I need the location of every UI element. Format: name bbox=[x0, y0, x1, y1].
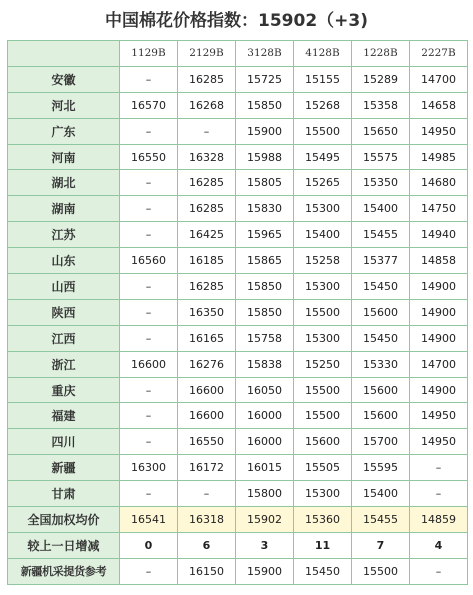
price-cell: 16165 bbox=[178, 325, 236, 351]
price-cell: 16600 bbox=[178, 403, 236, 429]
price-cell: 16600 bbox=[178, 377, 236, 403]
price-cell: 15500 bbox=[294, 377, 352, 403]
price-cell: 16276 bbox=[178, 351, 236, 377]
column-header: 1228B bbox=[352, 41, 410, 67]
price-cell: – bbox=[178, 118, 236, 144]
table-row bbox=[8, 92, 468, 118]
row-label: 山东 bbox=[8, 248, 120, 274]
column-header: 2129B bbox=[178, 41, 236, 67]
xinjiang-reference-row-value: 15450 bbox=[294, 558, 352, 584]
price-cell: 15400 bbox=[352, 481, 410, 507]
column-header: 2227B bbox=[410, 41, 468, 67]
price-cell: – bbox=[120, 403, 178, 429]
price-cell: 15495 bbox=[294, 144, 352, 170]
price-cell: 15575 bbox=[352, 144, 410, 170]
price-cell: 15650 bbox=[352, 118, 410, 144]
price-cell: 15400 bbox=[294, 222, 352, 248]
price-cell: 15700 bbox=[352, 429, 410, 455]
table-row bbox=[8, 481, 468, 507]
price-cell: 15300 bbox=[294, 325, 352, 351]
average-row-value: 14859 bbox=[410, 507, 468, 533]
table-row bbox=[8, 351, 468, 377]
price-cell: 16185 bbox=[178, 248, 236, 274]
average-row-value: 16541 bbox=[120, 507, 178, 533]
price-cell: 15289 bbox=[352, 66, 410, 92]
change-row-value: 11 bbox=[294, 532, 352, 558]
price-cell: 15838 bbox=[236, 351, 294, 377]
price-cell: 15865 bbox=[236, 248, 294, 274]
table-row bbox=[8, 403, 468, 429]
row-label: 四川 bbox=[8, 429, 120, 455]
price-cell: 15800 bbox=[236, 481, 294, 507]
table-row bbox=[8, 274, 468, 300]
price-cell: 14985 bbox=[410, 144, 468, 170]
price-cell: – bbox=[120, 325, 178, 351]
price-cell: 14750 bbox=[410, 196, 468, 222]
row-label: 陕西 bbox=[8, 299, 120, 325]
header-row bbox=[8, 41, 468, 67]
change-row-label: 较上一日增减 bbox=[8, 532, 120, 558]
price-cell: 15155 bbox=[294, 66, 352, 92]
page-title: 中国棉花价格指数：15902（+3) bbox=[105, 11, 368, 31]
price-cell: 15500 bbox=[294, 403, 352, 429]
row-label: 湖南 bbox=[8, 196, 120, 222]
row-label: 甘肃 bbox=[8, 481, 120, 507]
table-row bbox=[8, 455, 468, 481]
price-cell: 15805 bbox=[236, 170, 294, 196]
price-cell: 16285 bbox=[178, 274, 236, 300]
price-cell: 15450 bbox=[352, 274, 410, 300]
price-cell: 16300 bbox=[120, 455, 178, 481]
price-cell: 16600 bbox=[120, 351, 178, 377]
table-row bbox=[8, 429, 468, 455]
xinjiang-reference-row-label: 新疆机采提货参考 bbox=[8, 558, 120, 584]
price-cell: 14950 bbox=[410, 403, 468, 429]
price-cell: 15850 bbox=[236, 274, 294, 300]
row-label: 广东 bbox=[8, 118, 120, 144]
xinjiang-reference-row bbox=[8, 558, 468, 584]
average-row-value: 15360 bbox=[294, 507, 352, 533]
column-header: 3128B bbox=[236, 41, 294, 67]
price-cell: – bbox=[120, 377, 178, 403]
price-cell: 14900 bbox=[410, 325, 468, 351]
price-cell: 15358 bbox=[352, 92, 410, 118]
price-cell: 16350 bbox=[178, 299, 236, 325]
table-row bbox=[8, 377, 468, 403]
price-cell: 15758 bbox=[236, 325, 294, 351]
price-cell: 14900 bbox=[410, 299, 468, 325]
price-cell: 16328 bbox=[178, 144, 236, 170]
price-cell: – bbox=[120, 481, 178, 507]
table-row bbox=[8, 325, 468, 351]
price-cell: 15350 bbox=[352, 170, 410, 196]
price-cell: 14700 bbox=[410, 66, 468, 92]
row-label: 福建 bbox=[8, 403, 120, 429]
price-cell: – bbox=[120, 429, 178, 455]
xinjiang-reference-row-value: – bbox=[120, 558, 178, 584]
price-cell: 15400 bbox=[352, 196, 410, 222]
price-cell: – bbox=[120, 196, 178, 222]
price-cell: 16172 bbox=[178, 455, 236, 481]
average-row bbox=[8, 507, 468, 533]
column-header: 1129B bbox=[120, 41, 178, 67]
table-row bbox=[8, 299, 468, 325]
price-cell: 14700 bbox=[410, 351, 468, 377]
price-cell: – bbox=[410, 455, 468, 481]
column-header: 4128B bbox=[294, 41, 352, 67]
row-label: 重庆 bbox=[8, 377, 120, 403]
price-cell: – bbox=[120, 170, 178, 196]
row-label: 山西 bbox=[8, 274, 120, 300]
row-label: 安徽 bbox=[8, 66, 120, 92]
price-cell: 16285 bbox=[178, 66, 236, 92]
price-cell: 15250 bbox=[294, 351, 352, 377]
average-row-label: 全国加权均价 bbox=[8, 507, 120, 533]
price-cell: 15595 bbox=[352, 455, 410, 481]
price-cell: – bbox=[120, 299, 178, 325]
price-cell: 16550 bbox=[120, 144, 178, 170]
price-cell: 16015 bbox=[236, 455, 294, 481]
price-cell: 14858 bbox=[410, 248, 468, 274]
price-cell: – bbox=[120, 66, 178, 92]
price-cell: 14950 bbox=[410, 118, 468, 144]
cotton-price-table bbox=[7, 40, 468, 585]
price-cell: 15450 bbox=[352, 325, 410, 351]
price-cell: 15725 bbox=[236, 66, 294, 92]
price-cell: 16268 bbox=[178, 92, 236, 118]
price-cell: – bbox=[410, 481, 468, 507]
change-row-value: 3 bbox=[236, 532, 294, 558]
price-cell: 14900 bbox=[410, 377, 468, 403]
price-cell: 16000 bbox=[236, 403, 294, 429]
price-cell: 15258 bbox=[294, 248, 352, 274]
price-cell: 14940 bbox=[410, 222, 468, 248]
average-row-value: 16318 bbox=[178, 507, 236, 533]
change-row-value: 6 bbox=[178, 532, 236, 558]
table-row bbox=[8, 170, 468, 196]
price-cell: 16050 bbox=[236, 377, 294, 403]
price-cell: 15268 bbox=[294, 92, 352, 118]
price-cell: 15300 bbox=[294, 196, 352, 222]
price-cell: 15600 bbox=[352, 403, 410, 429]
table-row bbox=[8, 196, 468, 222]
price-cell: 15850 bbox=[236, 299, 294, 325]
average-row-value: 15902 bbox=[236, 507, 294, 533]
price-cell: 15600 bbox=[352, 377, 410, 403]
row-label: 江西 bbox=[8, 325, 120, 351]
price-cell: 15900 bbox=[236, 118, 294, 144]
price-cell: 16000 bbox=[236, 429, 294, 455]
price-cell: 16550 bbox=[178, 429, 236, 455]
xinjiang-reference-row-value: – bbox=[410, 558, 468, 584]
price-cell: 15600 bbox=[352, 299, 410, 325]
price-cell: 16570 bbox=[120, 92, 178, 118]
price-cell: 16285 bbox=[178, 170, 236, 196]
table-row bbox=[8, 248, 468, 274]
price-cell: 15300 bbox=[294, 481, 352, 507]
row-label: 江苏 bbox=[8, 222, 120, 248]
price-cell: 15600 bbox=[294, 429, 352, 455]
price-cell: 15500 bbox=[294, 299, 352, 325]
price-cell: 15830 bbox=[236, 196, 294, 222]
row-label: 新疆 bbox=[8, 455, 120, 481]
price-cell: 16425 bbox=[178, 222, 236, 248]
price-cell: 15988 bbox=[236, 144, 294, 170]
corner-cell bbox=[8, 41, 120, 67]
change-row bbox=[8, 532, 468, 558]
row-label: 浙江 bbox=[8, 351, 120, 377]
change-row-value: 0 bbox=[120, 532, 178, 558]
xinjiang-reference-row-value: 15500 bbox=[352, 558, 410, 584]
table-row bbox=[8, 118, 468, 144]
row-label: 河南 bbox=[8, 144, 120, 170]
price-cell: 14900 bbox=[410, 274, 468, 300]
price-cell: 15505 bbox=[294, 455, 352, 481]
price-cell: 15965 bbox=[236, 222, 294, 248]
table-row bbox=[8, 222, 468, 248]
price-cell: 14658 bbox=[410, 92, 468, 118]
table-row bbox=[8, 144, 468, 170]
xinjiang-reference-row-value: 15900 bbox=[236, 558, 294, 584]
row-label: 湖北 bbox=[8, 170, 120, 196]
table-body bbox=[8, 41, 468, 585]
change-row-value: 7 bbox=[352, 532, 410, 558]
row-label: 河北 bbox=[8, 92, 120, 118]
price-cell: – bbox=[178, 481, 236, 507]
change-row-value: 4 bbox=[410, 532, 468, 558]
price-cell: 15500 bbox=[294, 118, 352, 144]
price-cell: 16560 bbox=[120, 248, 178, 274]
price-cell: 14680 bbox=[410, 170, 468, 196]
table-row bbox=[8, 66, 468, 92]
price-cell: 15455 bbox=[352, 222, 410, 248]
average-row-value: 15455 bbox=[352, 507, 410, 533]
price-cell: – bbox=[120, 118, 178, 144]
price-cell: 15265 bbox=[294, 170, 352, 196]
price-cell: 15330 bbox=[352, 351, 410, 377]
price-cell: – bbox=[120, 274, 178, 300]
price-cell: 15850 bbox=[236, 92, 294, 118]
price-cell: 15300 bbox=[294, 274, 352, 300]
price-cell: – bbox=[120, 222, 178, 248]
price-cell: 15377 bbox=[352, 248, 410, 274]
xinjiang-reference-row-value: 16150 bbox=[178, 558, 236, 584]
price-cell: 16285 bbox=[178, 196, 236, 222]
price-cell: 14950 bbox=[410, 429, 468, 455]
